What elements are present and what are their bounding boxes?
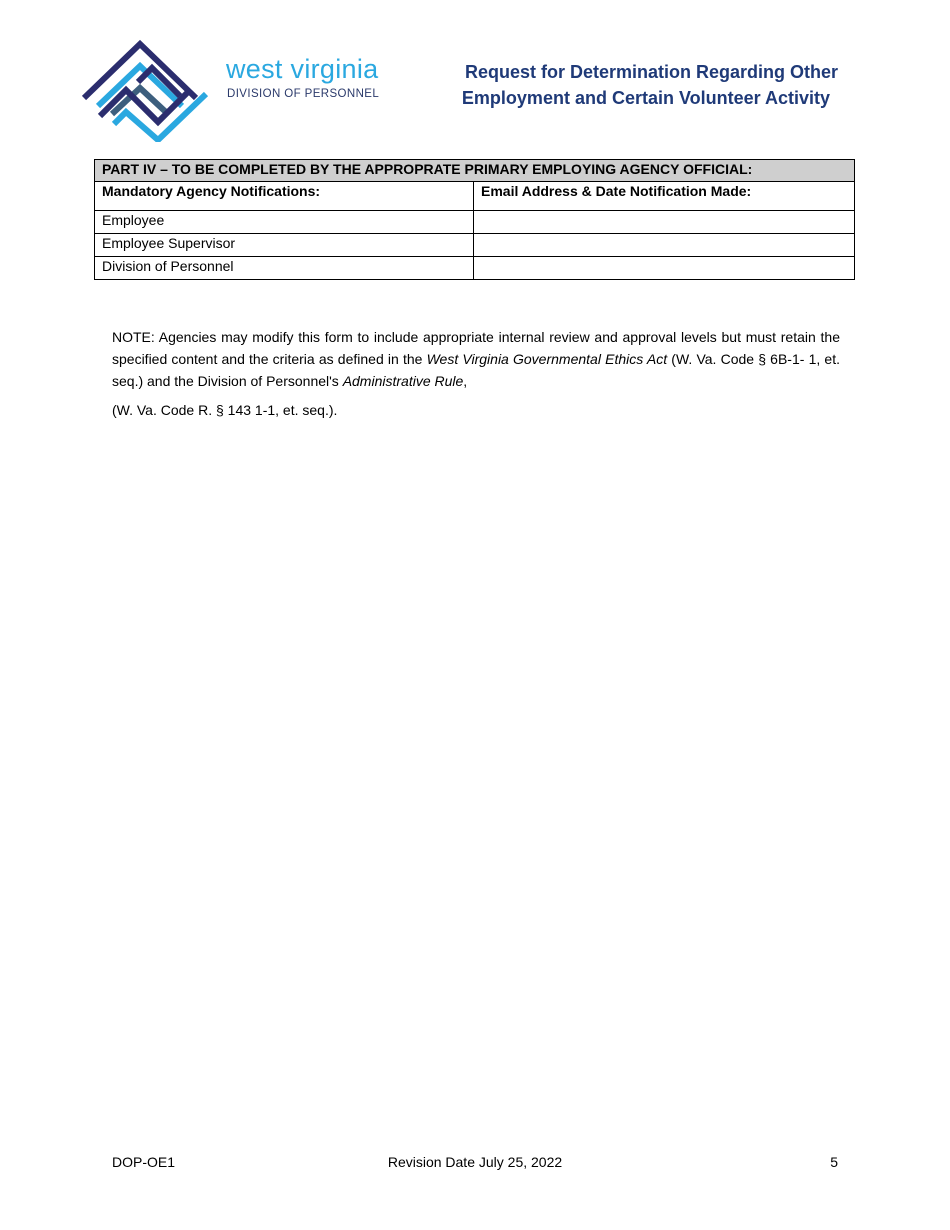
note-citation: (W. Va. Code R. § 143 1-1, et. seq.). [112,402,338,418]
administrative-rule-title: Administrative Rule [342,373,464,389]
row-field-employee-supervisor[interactable] [474,234,855,257]
title-line-1: Request for Determination Regarding Other [464,62,838,82]
note-text-1: NOTE: Agencies may modify this form to include appropriate internal review and approval levels but must retain the specified content and the criteria as defined in the [112,329,840,367]
logo-title: west virginia [226,54,379,84]
note-paragraph [112,326,840,392]
row-label-employee-supervisor: Employee Supervisor [95,234,474,257]
ethics-act-title: West Virginia Governmental Ethics Act [426,351,668,367]
table-row [95,257,855,280]
footer-revision-date: Revision Date July 25, 2022 [387,1154,563,1170]
chevron-logo-icon [80,38,220,142]
footer-page-number: 5 [830,1154,838,1170]
row-field-employee[interactable] [474,211,855,234]
col-header-email-date: Email Address & Date Notification Made: [474,182,855,211]
table-row [95,234,855,257]
note-text-3: , [463,373,468,389]
row-label-division-of-personnel: Division of Personnel [95,257,474,280]
row-label-employee: Employee [95,211,474,234]
note-text-2: (W. Va. Code § 6B-1- 1, et. seq.) and the Division of Personnel's [112,351,840,389]
footer-form-id: DOP-OE1 [112,1154,176,1170]
agency-notification-table [94,159,855,280]
table-row [95,211,855,234]
title-line-2: Employment and Certain Volunteer Activity [461,88,830,108]
logo-subtitle: DIVISION OF PERSONNEL [227,88,380,100]
wv-division-of-personnel-logo [80,38,390,142]
row-field-division-of-personnel[interactable] [474,257,855,280]
part-iv-heading: PART IV – TO BE COMPLETED BY THE APPROPRATE PRIMARY EMPLOYING AGENCY OFFICIAL: [95,160,855,182]
col-header-notifications: Mandatory Agency Notifications: [95,182,474,211]
document-title [418,59,838,111]
